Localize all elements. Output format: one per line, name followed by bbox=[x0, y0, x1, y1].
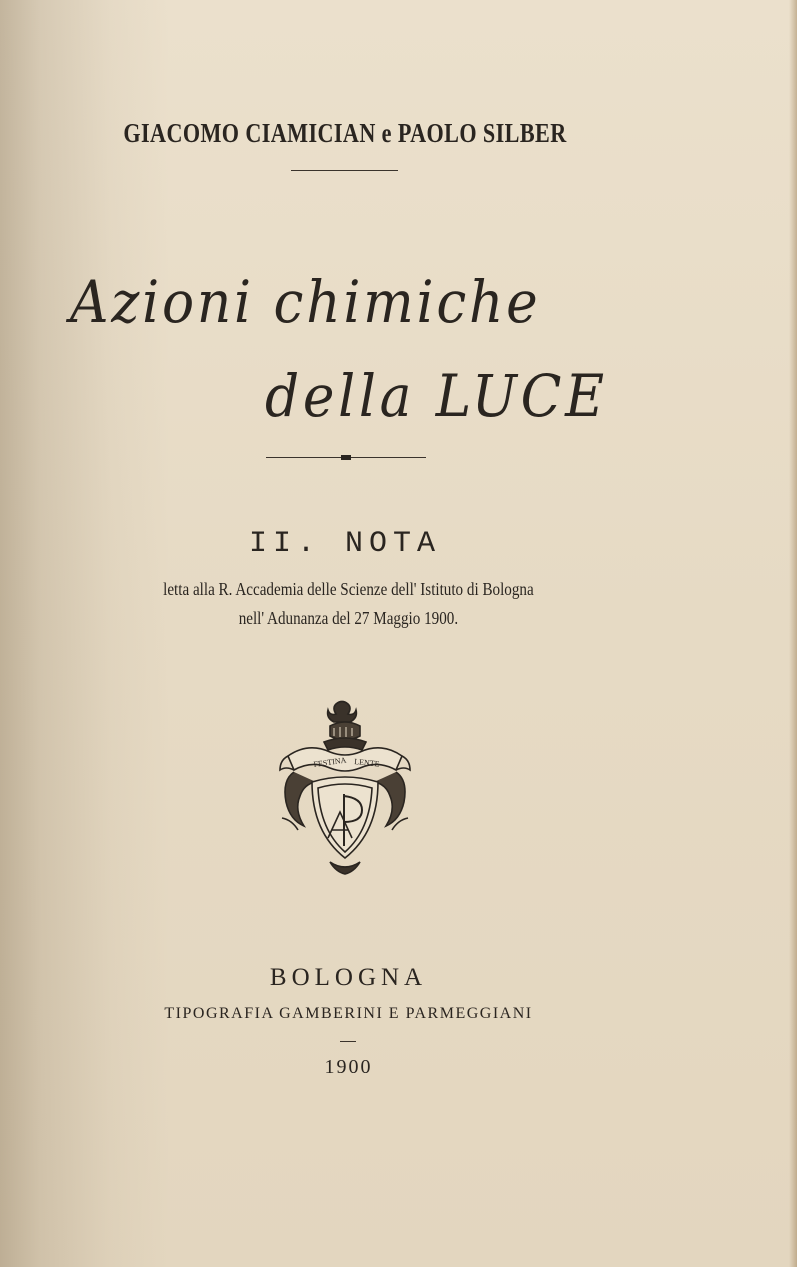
authors-line: GIACOMO CIAMICIAN e PAOLO SILBER bbox=[123, 118, 567, 148]
imprint-year: 1900 bbox=[324, 1056, 373, 1078]
page-edge-shadow bbox=[789, 0, 797, 1267]
emblem-motto-left: FESTINA bbox=[313, 755, 347, 769]
imprint-city: BOLOGNA bbox=[269, 964, 428, 991]
imprint-printer: TIPOGRAFIA GAMBERINI E PARMEGGIANI bbox=[164, 1005, 533, 1022]
subtitle-line-1: letta alla R. Accademia delle Scienze dell' Istituto di Bologna bbox=[163, 579, 534, 599]
imprint-dash bbox=[340, 1041, 356, 1042]
subtitle-line-2: nell' Adunanza del 27 Maggio 1900. bbox=[238, 608, 459, 628]
ornamental-rule bbox=[266, 454, 426, 462]
short-rule bbox=[291, 170, 398, 171]
emblem-motto-right: LENTE bbox=[353, 757, 380, 769]
title-line-2: della LUCE bbox=[265, 362, 608, 430]
note-heading: II. NOTA bbox=[248, 527, 442, 561]
title-line-1: Azioni chimiche bbox=[70, 268, 541, 336]
printer-mark-emblem-icon bbox=[274, 698, 416, 878]
ornamental-rule-center bbox=[341, 455, 351, 460]
